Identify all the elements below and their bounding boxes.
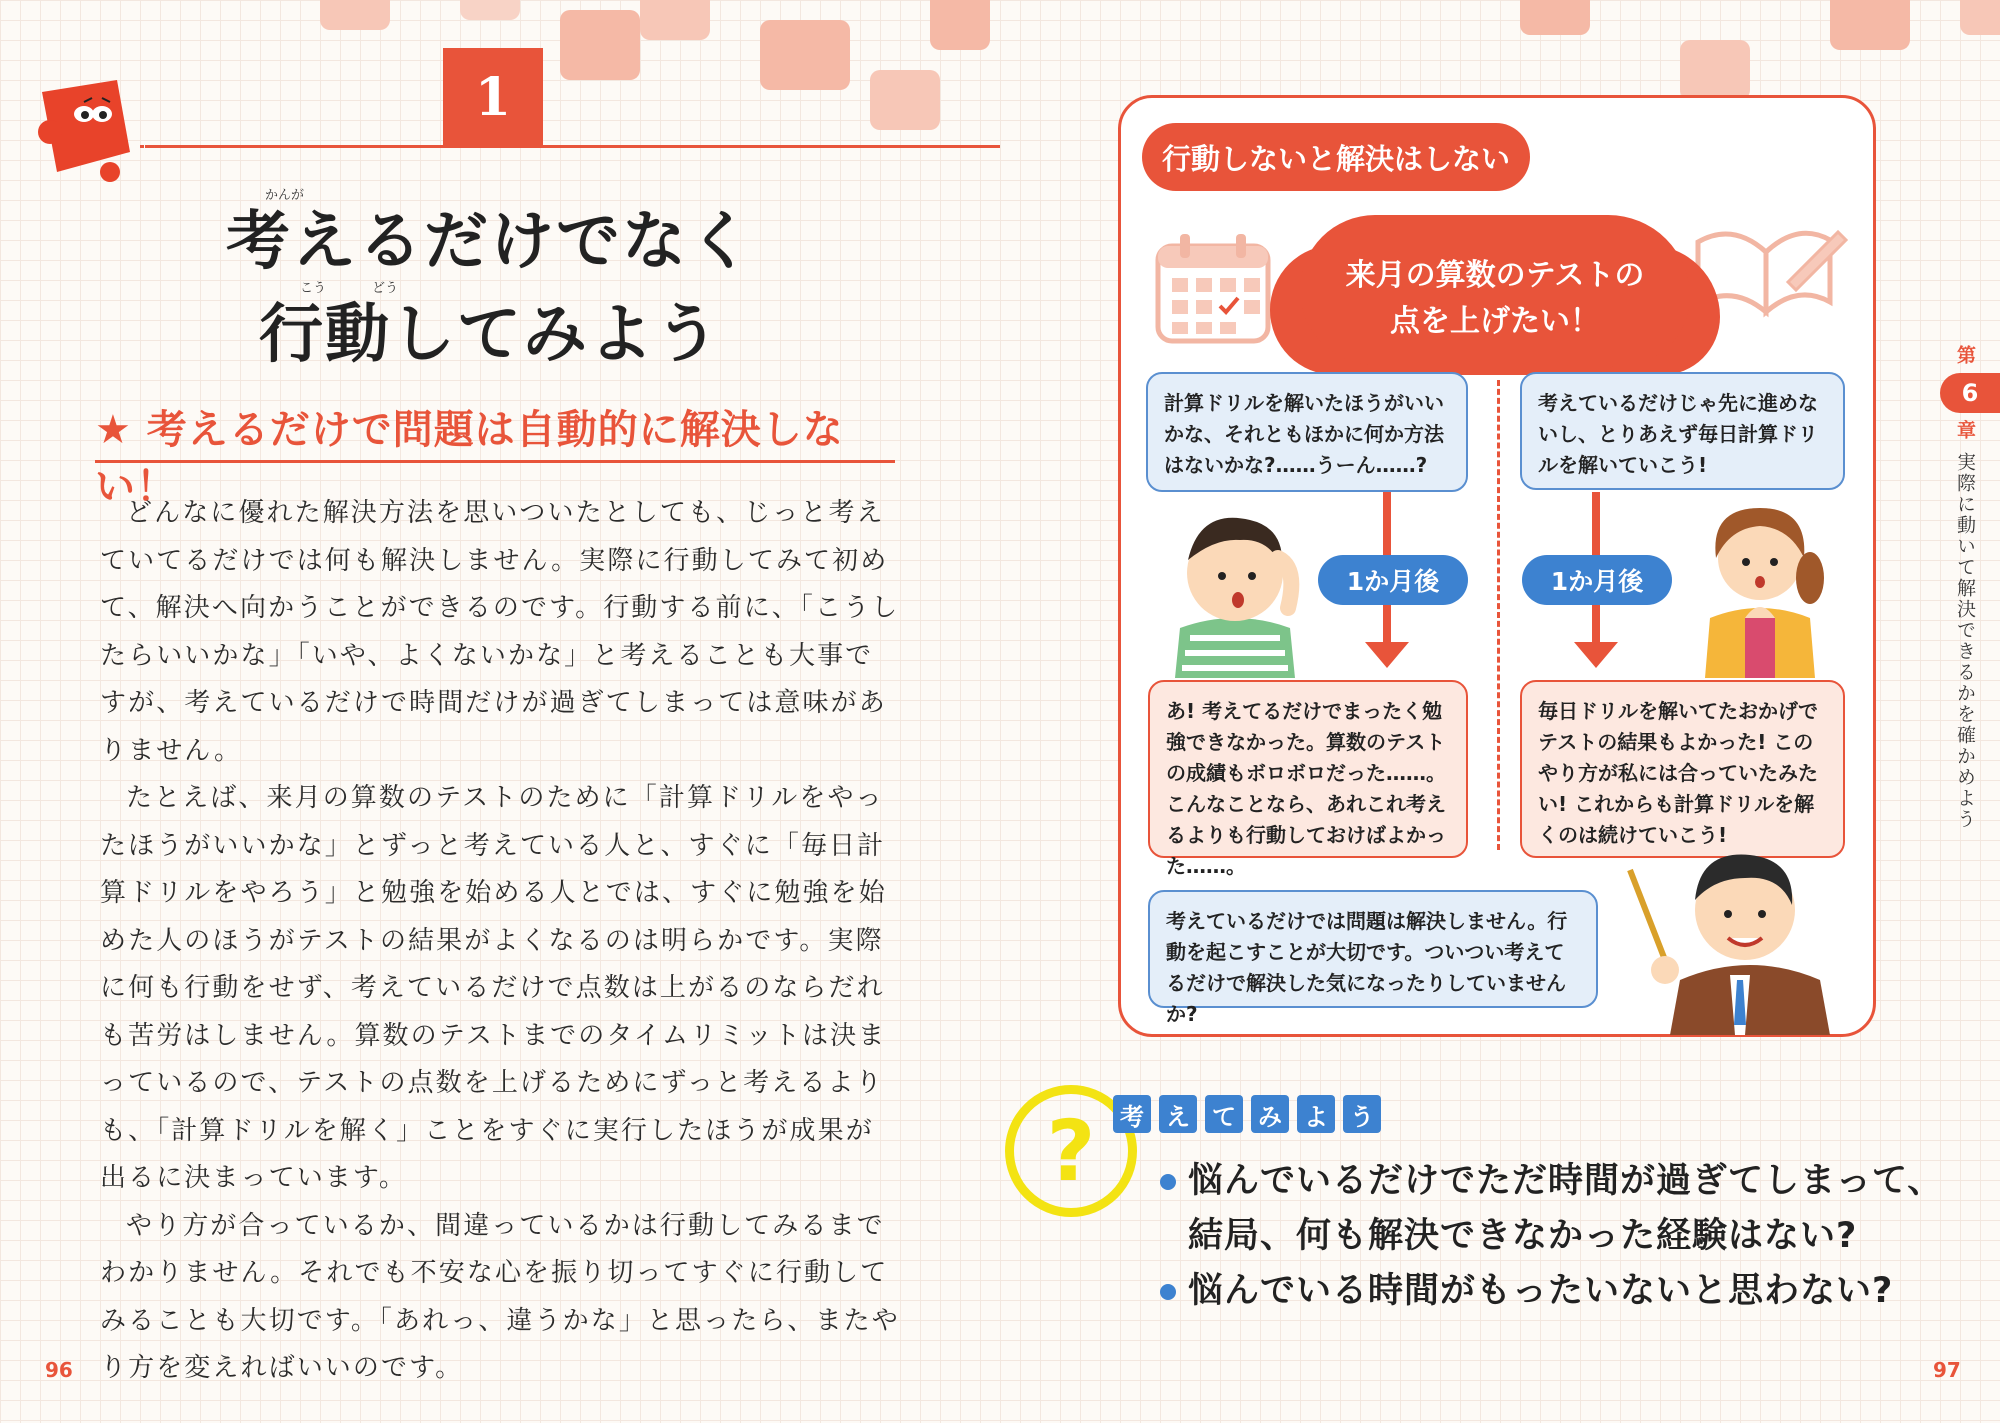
paragraph: どんなに優れた解決方法を思いついたとしても、じっと考えていてるだけでは何も解決しません。実際に行動してみて初めて、解決へ向かうことができるのです。行動する前に、「こうしたらいいかな」「いや、よくないかな」と考えることも大事ですが、考えているだけで時間だけが過ぎてしまっては意味がありません。 <box>100 498 900 766</box>
chapter-title-vertical: 実際に動いて解決できるかを確かめよう <box>1954 452 1976 830</box>
goal-line2: 点を上げたい！ <box>1390 304 1600 339</box>
page-number-right: 97 <box>1933 1358 1961 1382</box>
bullet-icon <box>1160 1284 1176 1300</box>
section-number: 1 <box>474 66 512 128</box>
divider-dashed <box>1497 380 1500 850</box>
subheading-rule <box>95 460 895 463</box>
book-icon <box>1688 212 1848 326</box>
section-subheading: ★ 考えるだけで問題は自動的に解決しない！ <box>95 407 844 510</box>
arrow-head-left <box>1365 642 1409 668</box>
arrow-head-right <box>1574 642 1618 668</box>
question-1-line1: 悩んでいるだけでただ時間が過ぎてしまって、 <box>1160 1153 1943 1203</box>
header-rule <box>145 145 1000 148</box>
page-number-left: 96 <box>45 1358 73 1382</box>
question-2: 悩んでいる時間がもったいないと思わない? <box>1160 1263 1893 1313</box>
goal-cloud <box>1300 215 1690 365</box>
side-tab-sho: 章 <box>1954 420 1976 441</box>
boy-illustration <box>1160 498 1310 682</box>
chapter-number-tab: 6 <box>1940 373 2000 413</box>
think-label: 考 え て み よ う <box>1113 1095 1381 1133</box>
teacher-speech-bubble: 考えているだけでは問題は解決しません。行動を起こすことが大切です。ついつい考えてるだけで解決した気になったりしていませんか? <box>1148 890 1598 1008</box>
page-title-line2: 行動してみよう <box>259 298 721 372</box>
girl-result-bubble: 毎日ドリルを解いてたおかげでテストの結果もよかった! このやり方が私には合っていたみたい! これからも計算ドリルを解くのは続けていこう! <box>1520 680 1845 858</box>
paragraph: たとえば、来月の算数のテストのために「計算ドリルをやったほうがいいかな」とずっと考えている人と、すぐに「毎日計算ドリルをやろう」と勉強を始める人とでは、すぐに勉強を始めた人のほうがテストの結果がよくなるのは明らかです。実際に何も行動をせず、考えているだけで点数は上がるのならだれも苦労はしません。算数のテストまでのタイムリミットは決まっているので、テストの点数を上げるためにずっと考えるよりも、「計算ドリルを解く」ことをすぐに実行したほうが成果が出るに決まっています。 <box>100 783 887 1193</box>
boy-thought-bubble: 計算ドリルを解いたほうがいいかな、それともほかに何か方法はないかな?……うーん……? <box>1146 372 1468 492</box>
title-ruby: どう <box>372 281 399 296</box>
title-ruby: こう <box>300 281 327 296</box>
teacher-illustration <box>1620 830 1860 1039</box>
title-ruby: かんが <box>265 188 305 203</box>
calendar-icon <box>1150 228 1280 352</box>
side-tab-dai: 第 <box>1954 345 1976 366</box>
page-title-line1: 考えるだけでなく <box>226 205 754 279</box>
girl-illustration <box>1690 478 1830 682</box>
bullet-icon <box>1160 1174 1176 1190</box>
later-label-left: 1か月後 <box>1318 555 1468 605</box>
body-text <box>100 490 900 1393</box>
boy-result-bubble: あ! 考えてるだけでまったく勉強できなかった。算数のテストの成績もボロボロだった……。こんなことなら、あれこれ考えるよりも行動しておけばよかった……。 <box>1148 680 1468 858</box>
later-label-right: 1か月後 <box>1522 555 1672 605</box>
paragraph: やり方が合っているか、間違っているかは行動してみるまでわかりません。それでも不安な心を振り切ってすぐに行動してみることも大切です。「あれっ、違うかな」と思ったら、またやり方を変えればいいのです。 <box>100 1210 900 1383</box>
goal-line1: 来月の算数のテストの <box>1345 258 1645 293</box>
section-number-box <box>443 48 543 146</box>
question-1-line2: 結局、何も解決できなかった経験はない? <box>1188 1216 1858 1256</box>
question-mark-icon: ? <box>1005 1085 1137 1217</box>
panel-title: 行動しないと解決はしない <box>1142 123 1530 191</box>
girl-thought-bubble: 考えているだけじゃ先に進めないし、とりあえず毎日計算ドリルを解いていこう! <box>1520 372 1845 490</box>
puzzle-mascot-icon <box>22 72 142 182</box>
